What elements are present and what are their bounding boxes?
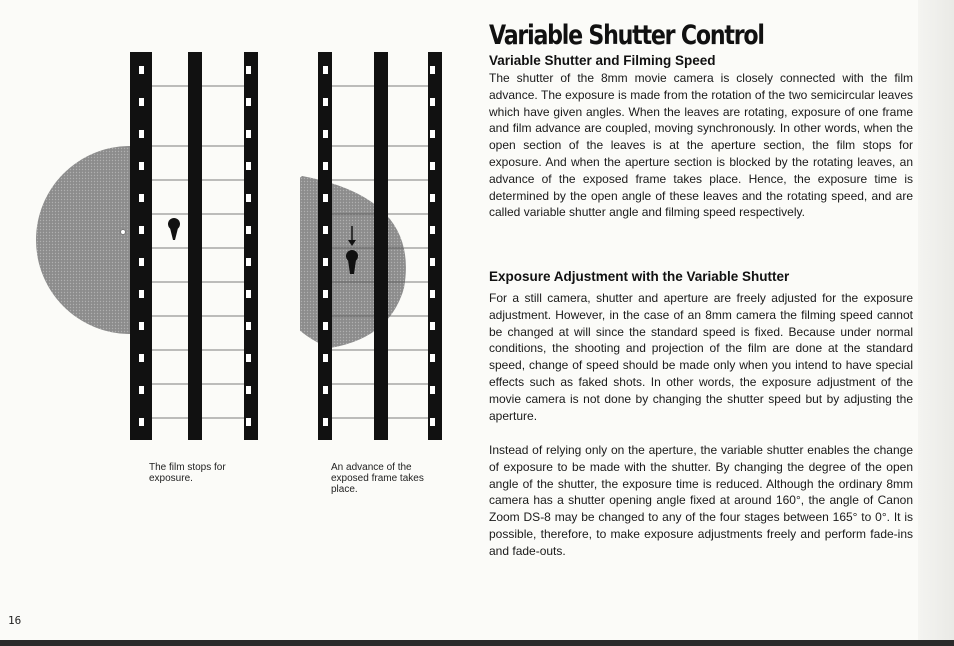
section-heading: Variable Shutter and Filming Speed	[489, 53, 716, 68]
page-title: Variable Shutter Control	[489, 20, 764, 51]
film-advance-diagram	[300, 48, 450, 448]
film-strip	[130, 52, 258, 440]
page-number: 16	[8, 614, 22, 627]
page-edge-shadow	[918, 0, 954, 646]
section-body: Instead of relying only on the aperture, the variable shutter enables the change of exposure to be made with the shutter. By changing the degree of the open angle of the shutter, the exposure time is reduced. Although the ordinary 8mm camera has a shutter opening angle fixed at around 160°, the angle of Canon Zoom DS-8 may be changed to any of the four stages between 165° to 0°. It is possible, therefore, to make exposure adjustments freely and perform fade-ins and fade-outs.	[489, 443, 913, 558]
section-body: The shutter of the 8mm movie camera is closely connected with the film advance. The exposure is made from the rotation of the two semicircular leaves which have given angles. When the leaves are rotating, exposure of one frame and film advance are coupled, moving synchronously. In other words, when the open section of the leaves is at the aperture section, the film stops for exposure. And when the aperture section is blocked by the rotating leaves, an advance of the exposed frame takes place. Hence, the exposure time is determined by the open angle of these leaves and the rotating speed, and are called variable shutter angle and filming speed respectively.	[489, 71, 913, 220]
shutter-leaf	[36, 146, 130, 334]
film-stop-diagram	[30, 48, 270, 448]
page-bottom-edge	[0, 640, 954, 646]
claw-pin-icon	[168, 218, 180, 240]
figure-caption: The film stops for exposure.	[149, 462, 226, 484]
section-heading: Exposure Adjustment with the Variable Shutter	[489, 269, 790, 284]
figure-caption: An advance of the exposed frame takes place.	[331, 462, 424, 495]
section-body: For a still camera, shutter and aperture are freely adjusted for the exposure adjustment. However, in the case of an 8mm camera the filming speed cannot be changed at will since the standard speed is fixed. Because under normal conditions, the shooting and projection of the film are done at the standard speed, change of speed should be made only when you intend to have special effects such as faked shots. In other words, the exposure adjustment of the movie camera is not done by changing the shutter speed but by adjusting the aperture.	[489, 291, 913, 423]
